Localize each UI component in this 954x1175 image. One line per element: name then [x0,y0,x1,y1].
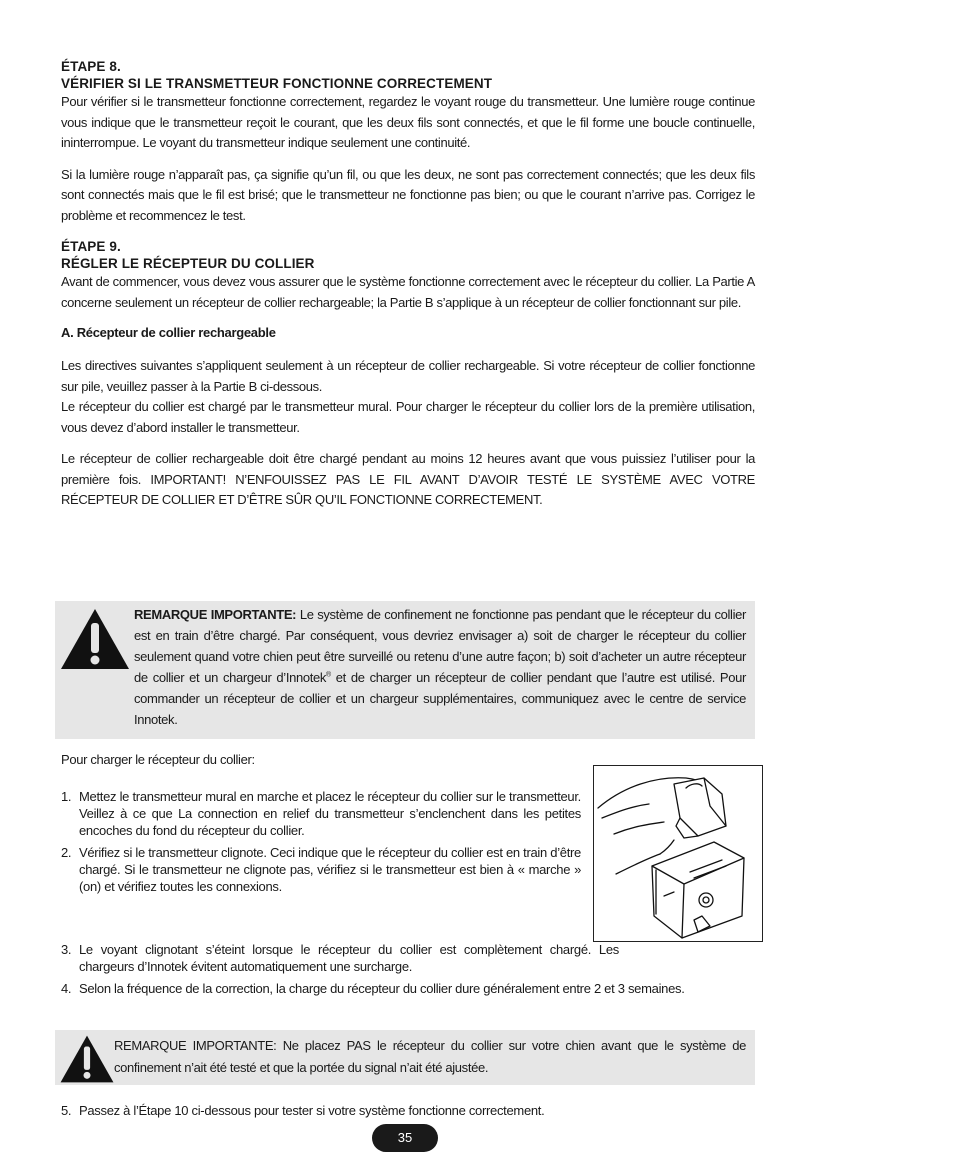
list-item [61,980,751,997]
charger-illustration [593,765,763,942]
important-note-body-b: et de charger un récepteur de collier pendant que l’autre est utilisé. Pour commander un récepteur de collier et un chargeur supplémentaires, communiquez avec le centre de service Innotek. [134,670,746,727]
warning-icon [59,1034,115,1084]
warning-icon [59,607,131,671]
section-a-paragraph-3: Le récepteur de collier rechargeable doit être chargé pendant au moins 12 heures avant que vous puissiez l’utiliser pour la première fois. IMPORTANT! N’ENFOUISSEZ PAS LE FIL AVANT D’AVOIR TESTÉ LE SYSTÈME AVEC VOTRE RÉCEPTEUR DE COLLIER ET D’ÊTRE SÛR QU’IL FONCTIONNE CORRECTEMENT. [61,451,755,507]
step-text: Le voyant clignotant s’éteint lorsque le récepteur du collier est complètement chargé. Les chargeurs d’Innotek évitent automatiquement une surcharge. [79,942,619,974]
step-number: 4. [61,981,72,996]
charging-steps-top [61,788,581,895]
step-text: Selon la fréquence de la correction, la charge du récepteur du collier dure généralement entre 2 et 3 semaines. [79,981,685,996]
page-number: 35 [372,1124,438,1152]
step-number: 2. [61,845,72,860]
step9-label: ÉTAPE 9. [61,239,121,254]
step-number: 1. [61,789,72,804]
important-note-box [55,601,755,739]
list-item [61,1102,751,1119]
page-content [61,58,755,511]
section-a-paragraph-1: Les directives suivantes s’appliquent seulement à un récepteur de collier rechargeable. Si votre récepteur de collier fonctionne sur pile, veuillez passer à la Partie B ci-dessous. [61,358,755,394]
registered-mark: ® [326,671,331,679]
list-item [61,844,581,895]
important-note-2-text: REMARQUE IMPORTANTE: Ne placez PAS le récepteur du collier sur votre chien avant que le système de confinement n’ait été testé et que la portée du signal n’ait été ajustée. [114,1038,746,1075]
step8-label: ÉTAPE 8. [61,59,121,74]
list-item [61,788,581,839]
step-5 [61,1102,751,1119]
step8-title: VÉRIFIER SI LE TRANSMETTEUR FONCTIONNE CORRECTEMENT [61,76,493,91]
section-a-paragraph-2: Le récepteur du collier est chargé par le transmetteur mural. Pour charger le récepteur du collier lors de la première utilisation, vous devez d’abord installer le transmetteur. [61,399,755,435]
charging-steps-bottom [61,941,751,997]
step9-title: RÉGLER LE RÉCEPTEUR DU COLLIER [61,256,315,271]
step8-paragraph-1: Pour vérifier si le transmetteur fonctionne correctement, regardez le voyant rouge du transmetteur. Une lumière rouge continue vous indique que le transmetteur reçoit le courant, que les deux fils sont connectés, et que le fil forme une boucle continuelle, ininterrompue. Le voyant du transmetteur indique seulement une continuité. [61,94,755,150]
important-note-body-a: Le système de confinement ne fonctionne pas pendant que le récepteur du collier est en train d’être chargé. Par conséquent, vous devriez envisager a) soit de charger le récepteur du collier seulement quand votre chien peut être surveillé ou retenu d’une autre façon; b) soit d’acheter un autre récepteur de collier et un chargeur d’Innotek [134,607,746,685]
important-note-label: REMARQUE IMPORTANTE: [134,607,297,622]
section-a-heading: A. Récepteur de collier rechargeable [61,325,276,340]
step9-paragraph-1: Avant de commencer, vous devez vous assurer que le système fonctionne correctement avec le récepteur du collier. La Partie A concerne seulement un récepteur de collier rechargeable; la Partie B s’applique à un récepteur de collier fonctionnant sur pile. [61,274,755,310]
step8-paragraph-2: Si la lumière rouge n’apparaît pas, ça signifie qu’un fil, ou que les deux, ne sont pas correctement connectés; que les deux fils sont connectés mais que le fil est brisé; que le transmetteur ne fonctionne pas bien; ou que le courant n’arrive pas. Corrigez le problème et recommencez le test. [61,166,755,223]
step-text: Mettez le transmetteur mural en marche et placez le récepteur du collier sur le transmetteur. Veillez à ce que La connection en relief du transmetteur s’enclenchent dans les petites encoches du fond du récepteur du collier. [79,789,581,838]
important-note-box-2 [55,1030,755,1085]
hand-placing-collar-illustration [594,766,762,941]
step-number: 3. [61,942,72,957]
step-text: Vérifiez si le transmetteur clignote. Ceci indique que le récepteur du collier est en train d’être chargé. Si le transmetteur ne clignote pas, vérifiez si le transmetteur est bien à « marche » (on) et vérifiez toutes les connexions. [79,845,581,894]
step-text: Passez à l’Étape 10 ci-dessous pour tester si votre système fonctionne correctement. [79,1103,545,1118]
important-note-text [134,604,746,730]
charge-intro: Pour charger le récepteur du collier: [61,752,255,767]
step-number: 5. [61,1103,72,1118]
list-item [61,941,619,975]
